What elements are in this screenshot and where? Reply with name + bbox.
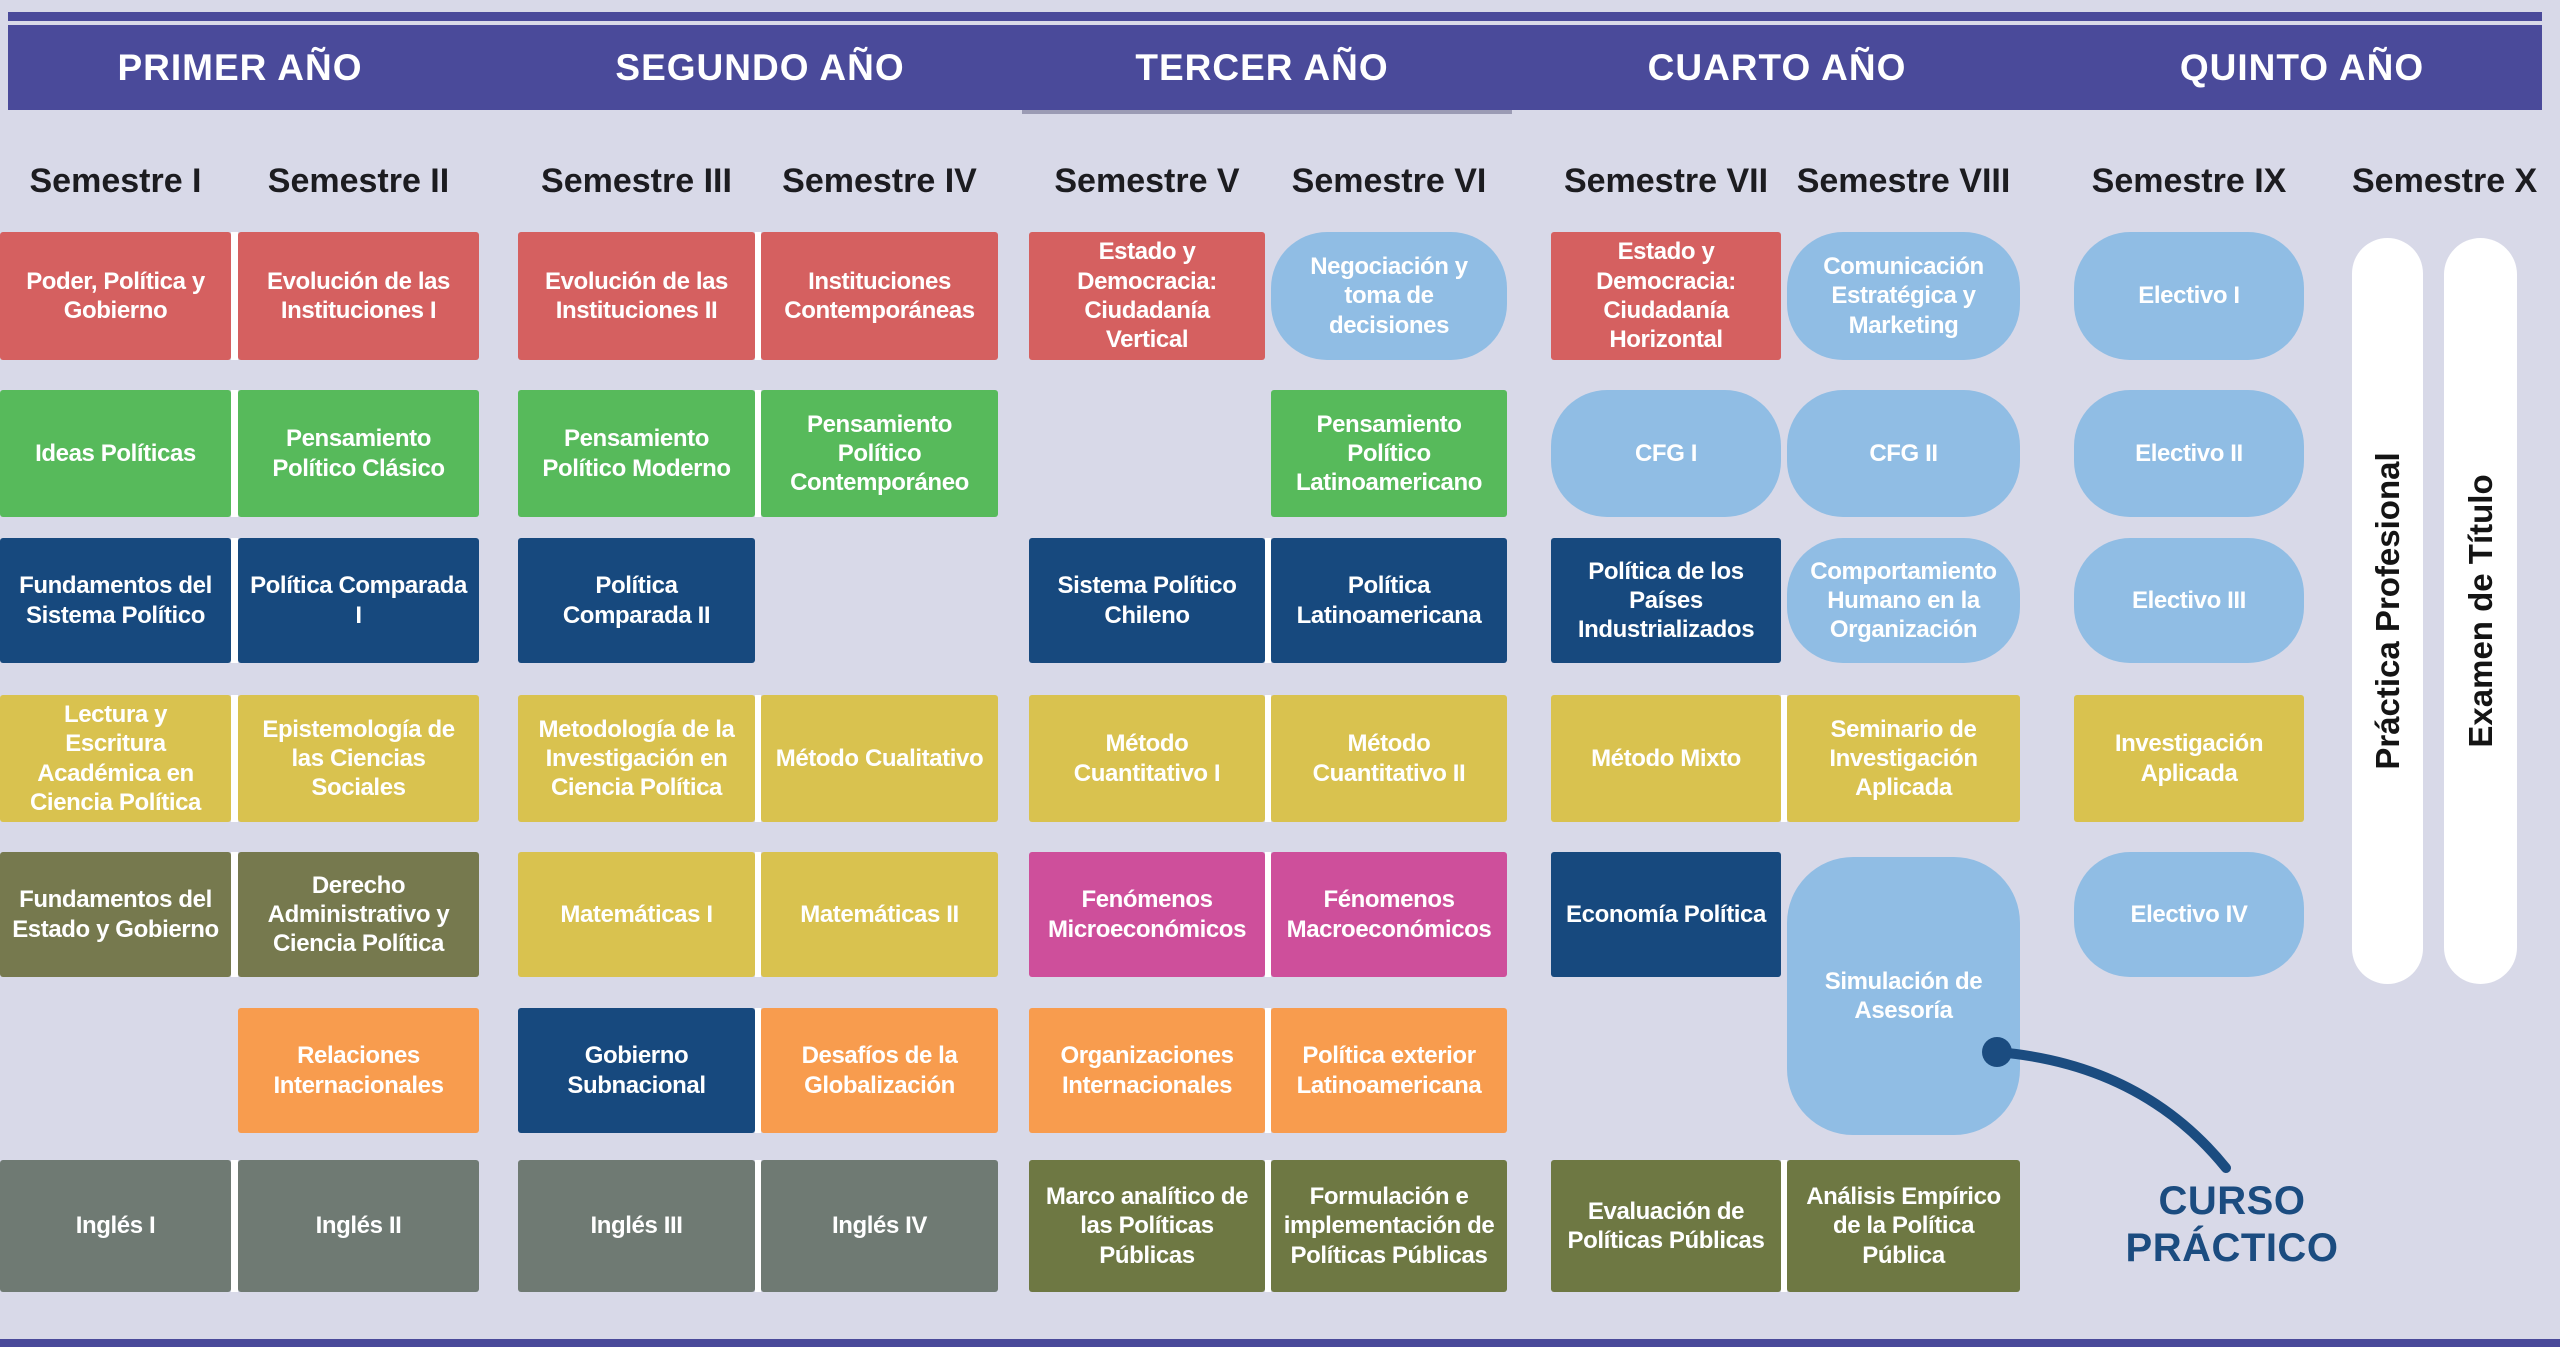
course-box <box>1787 538 2020 663</box>
semester-label: Semestre X <box>2352 162 2538 200</box>
course-name: Evolución de las Instituciones II <box>545 267 728 324</box>
course-name: Gobierno Subnacional <box>567 1042 706 1099</box>
course-name: Evolución de las Instituciones I <box>267 267 450 324</box>
milestone-label: Examen de Título <box>2461 474 2499 748</box>
course-box <box>761 390 998 517</box>
course-box <box>1029 1008 1265 1133</box>
column-divider <box>1781 695 1787 822</box>
course-box <box>1787 857 2020 1135</box>
course-box <box>1787 695 2020 822</box>
course-name: Pensamiento Político Contemporáneo <box>790 410 969 497</box>
course-name: Política exterior Latinoamericana <box>1296 1042 1482 1099</box>
course-name: Epistemología de las Ciencias Sociales <box>262 715 455 802</box>
course-name: Evaluación de Políticas Públicas <box>1567 1197 1765 1254</box>
course-box <box>761 695 998 822</box>
column-divider <box>1265 695 1271 822</box>
course-box <box>761 852 998 977</box>
course-box <box>761 1160 998 1292</box>
course-box <box>1271 695 1507 822</box>
course-name: Inglés I <box>75 1212 156 1240</box>
column-divider <box>755 1008 761 1133</box>
semester-label: Semestre III <box>541 162 732 200</box>
course-box <box>238 1160 479 1292</box>
course-name: Inglés III <box>590 1212 683 1240</box>
course-name: Electivo III <box>2132 586 2246 614</box>
course-name: Política de los Países Industrializados <box>1577 557 1755 644</box>
column-divider <box>1265 538 1271 663</box>
course-name: CFG II <box>1869 439 1938 467</box>
course-box <box>0 538 231 663</box>
course-box <box>238 390 479 517</box>
column-divider <box>1265 852 1271 977</box>
course-name: Estado y Democracia: Ciudadanía Horizontal <box>1596 238 1736 354</box>
course-box <box>761 232 998 360</box>
course-box <box>1787 390 2020 517</box>
course-box <box>1551 695 1781 822</box>
course-box <box>761 1008 998 1133</box>
column-divider <box>755 695 761 822</box>
course-box <box>518 390 755 517</box>
column-divider <box>1265 1160 1271 1292</box>
column-divider <box>231 852 238 977</box>
course-name: Pensamiento Político Moderno <box>542 425 731 482</box>
course-box <box>2074 232 2304 360</box>
course-name: Política Comparada II <box>562 572 711 629</box>
course-name: Inglés IV <box>831 1212 928 1240</box>
course-box <box>518 852 755 977</box>
curso-practico-label: CURSO PRÁCTICO <box>2125 1179 2339 1271</box>
course-box <box>1029 232 1265 360</box>
header-underline <box>1022 110 1512 114</box>
course-name: Método Cualitativo <box>775 744 984 772</box>
course-name: Ideas Políticas <box>35 439 196 467</box>
course-name: Organizaciones Internacionales <box>1060 1042 1234 1099</box>
column-divider <box>755 390 761 517</box>
course-name: Derecho Administrativo y Ciencia Política <box>267 871 450 958</box>
course-name: Electivo I <box>2138 282 2240 310</box>
course-name: Matemáticas II <box>800 900 959 928</box>
course-box <box>518 695 755 822</box>
course-box <box>1029 695 1265 822</box>
column-divider <box>231 1160 238 1292</box>
course-box <box>1271 538 1507 663</box>
course-name: Simulación de Asesoría <box>1824 967 1983 1024</box>
course-box <box>238 1008 479 1133</box>
course-name: Electivo II <box>2135 439 2243 467</box>
column-divider <box>755 1160 761 1292</box>
top-accent-strip <box>8 12 2542 21</box>
milestone-examen-titulo <box>2444 238 2517 984</box>
year-label-5: QUINTO AÑO <box>2179 47 2425 88</box>
course-name: Lectura y Escritura Académica en Ciencia Política <box>30 700 201 816</box>
course-name: Política Comparada I <box>250 572 467 629</box>
course-box <box>0 852 231 977</box>
semester-label: Semestre IV <box>782 162 977 200</box>
course-box <box>238 538 479 663</box>
course-name: Fénomenos Macroeconómicos <box>1286 886 1492 943</box>
course-box <box>518 538 755 663</box>
course-box <box>238 695 479 822</box>
column-divider <box>1265 1008 1271 1133</box>
course-box <box>1551 852 1781 977</box>
course-box <box>238 232 479 360</box>
course-box <box>1551 232 1781 360</box>
course-name: Seminario de Investigación Aplicada <box>1829 715 1978 802</box>
year-label-4: CUARTO AÑO <box>1647 47 1907 88</box>
course-box <box>0 390 231 517</box>
course-name: Sistema Político Chileno <box>1057 572 1237 629</box>
course-name: Electivo IV <box>2130 900 2248 928</box>
course-box <box>518 1160 755 1292</box>
course-name: Inglés II <box>315 1212 402 1240</box>
year-label-2: SEGUNDO AÑO <box>615 47 905 88</box>
course-box <box>0 232 231 360</box>
column-divider <box>755 852 761 977</box>
course-box <box>1271 390 1507 517</box>
course-box <box>2074 538 2304 663</box>
course-box <box>1787 232 2020 360</box>
course-name: Economía Política <box>1566 900 1766 928</box>
course-name: Método Mixto <box>1591 744 1741 772</box>
bottom-accent-strip <box>0 1339 2560 1347</box>
course-name: Formulación e implementación de Políticas Públicas <box>1283 1183 1495 1269</box>
milestone-practica-profesional <box>2352 238 2423 984</box>
year-label-1: PRIMER AÑO <box>117 47 363 88</box>
course-name: Método Cuantitativo II <box>1312 730 1466 787</box>
course-name: Análisis Empírico de la Política Pública <box>1806 1183 2001 1269</box>
semester-label: Semestre VIII <box>1796 162 2011 200</box>
course-box <box>1271 232 1507 360</box>
semester-label: Semestre I <box>29 162 202 200</box>
course-box <box>518 1008 755 1133</box>
course-box <box>1271 1008 1507 1133</box>
column-divider <box>231 232 238 360</box>
course-name: Fundamentos del Sistema Político <box>19 572 212 629</box>
course-name: Estado y Democracia: Ciudadanía Vertical <box>1077 238 1217 354</box>
course-name: Metodología de la Investigación en Ciencia Política <box>538 715 735 802</box>
course-box <box>2074 390 2304 517</box>
column-divider <box>231 695 238 822</box>
course-name: Negociación y toma de decisiones <box>1310 253 1468 339</box>
course-name: Pensamiento Político Clásico <box>272 425 445 482</box>
course-name: Marco analítico de las Políticas Públicas <box>1045 1183 1249 1269</box>
course-box <box>1551 1160 1781 1292</box>
column-divider <box>755 232 761 360</box>
course-box <box>1029 1160 1265 1292</box>
course-box <box>1787 1160 2020 1292</box>
course-box <box>1271 852 1507 977</box>
course-name: Poder, Política y Gobierno <box>26 267 205 324</box>
course-name: Desafíos de la Globalización <box>801 1042 958 1099</box>
course-name: CFG I <box>1635 439 1697 467</box>
column-divider <box>231 390 238 517</box>
course-box <box>1551 538 1781 663</box>
course-box <box>2074 695 2304 822</box>
semester-label: Semestre VI <box>1291 162 1487 200</box>
course-name: Pensamiento Político Latinoamericano <box>1295 410 1483 497</box>
course-box <box>1029 852 1265 977</box>
course-name: Comunicación Estratégica y Marketing <box>1823 253 1984 339</box>
semester-label: Semestre II <box>267 162 450 200</box>
column-divider <box>231 538 238 663</box>
course-name: Política Latinoamericana <box>1296 572 1482 629</box>
course-box <box>0 1160 231 1292</box>
course-box <box>1551 390 1781 517</box>
semester-label: Semestre IX <box>2091 162 2287 200</box>
course-name: Fenómenos Microeconómicos <box>1047 886 1247 943</box>
course-box <box>0 695 231 822</box>
course-name: Fundamentos del Estado y Gobierno <box>12 886 219 943</box>
year-label-3: TERCER AÑO <box>1135 47 1389 88</box>
course-name: Instituciones Contemporáneas <box>784 267 975 324</box>
semester-label: Semestre V <box>1054 162 1240 200</box>
course-box <box>518 232 755 360</box>
course-name: Matemáticas I <box>560 900 713 928</box>
course-name: Comportamiento Humano en la Organización <box>1810 557 1997 644</box>
course-box <box>1271 1160 1507 1292</box>
column-divider <box>1781 1160 1787 1292</box>
milestone-label: Práctica Profesional <box>2368 452 2406 770</box>
course-name: Investigación Aplicada <box>2114 730 2264 787</box>
course-name: Método Cuantitativo I <box>1073 730 1221 787</box>
course-box <box>238 852 479 977</box>
course-box <box>1029 538 1265 663</box>
course-name: Relaciones Internacionales <box>273 1042 444 1099</box>
course-box <box>2074 852 2304 977</box>
semester-label: Semestre VII <box>1563 162 1769 200</box>
